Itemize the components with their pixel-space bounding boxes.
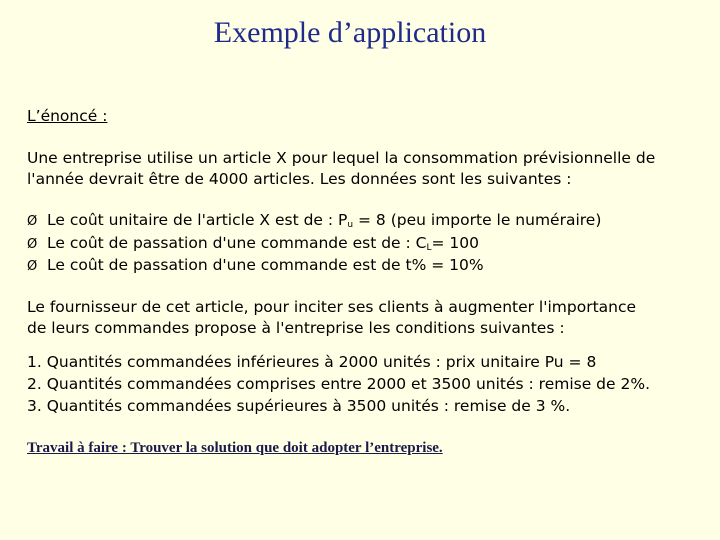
bullet-order-cost: [27, 233, 601, 256]
intro-paragraph: [27, 148, 717, 190]
intro-line-2: l'année devrait être de 4000 articles. Les données sont les suivantes :: [27, 170, 572, 188]
bullet-subscript: u: [347, 220, 354, 230]
arrow-bullet-icon: Ø: [27, 259, 38, 274]
bullet-text: Le coût de passation d'une commande est de t% = 10%: [47, 256, 484, 274]
bullet-text: Le coût de passation d'une commande est de : C: [47, 233, 427, 252]
condition-item: 2. Quantités commandées comprises entre 2000 et 3500 unités : remise de 2%.: [27, 375, 651, 393]
bullet-text: = 8 (peu importe le numéraire): [353, 211, 602, 229]
arrow-bullet-icon: Ø: [27, 236, 38, 252]
supplier-paragraph: [27, 297, 717, 339]
bullet-holding-rate: [27, 255, 601, 278]
bullet-text: Le coût unitaire de l'article X est de : P: [47, 211, 348, 229]
supplier-line-2: de leurs commandes propose à l'entreprise les conditions suivantes :: [27, 319, 565, 337]
slide-title: Exemple d’application: [213, 16, 487, 49]
bullet-subscript: L: [426, 242, 432, 253]
bullet-text: = 100: [431, 233, 480, 252]
arrow-bullet-icon: Ø: [27, 214, 38, 229]
conditions-list: [27, 352, 650, 418]
intro-line-1: Une entreprise utilise un article X pour lequel la consommation prévisionnelle de: [27, 149, 656, 167]
condition-item: 1. Quantités commandées inférieures à 2000 unités : prix unitaire Pu = 8: [27, 353, 597, 371]
supplier-line-1: Le fournisseur de cet article, pour inciter ses clients à augmenter l'importance: [27, 298, 637, 316]
bullet-unit-cost: [27, 210, 601, 233]
condition-item: 3. Quantités commandées supérieures à 3500 unités : remise de 3 %.: [27, 397, 571, 415]
statement-heading: L’énoncé :: [27, 107, 108, 125]
task-statement: Travail à faire : Trouver la solution que doit adopter l’entreprise.: [27, 440, 443, 456]
data-bullet-list: [27, 210, 601, 278]
